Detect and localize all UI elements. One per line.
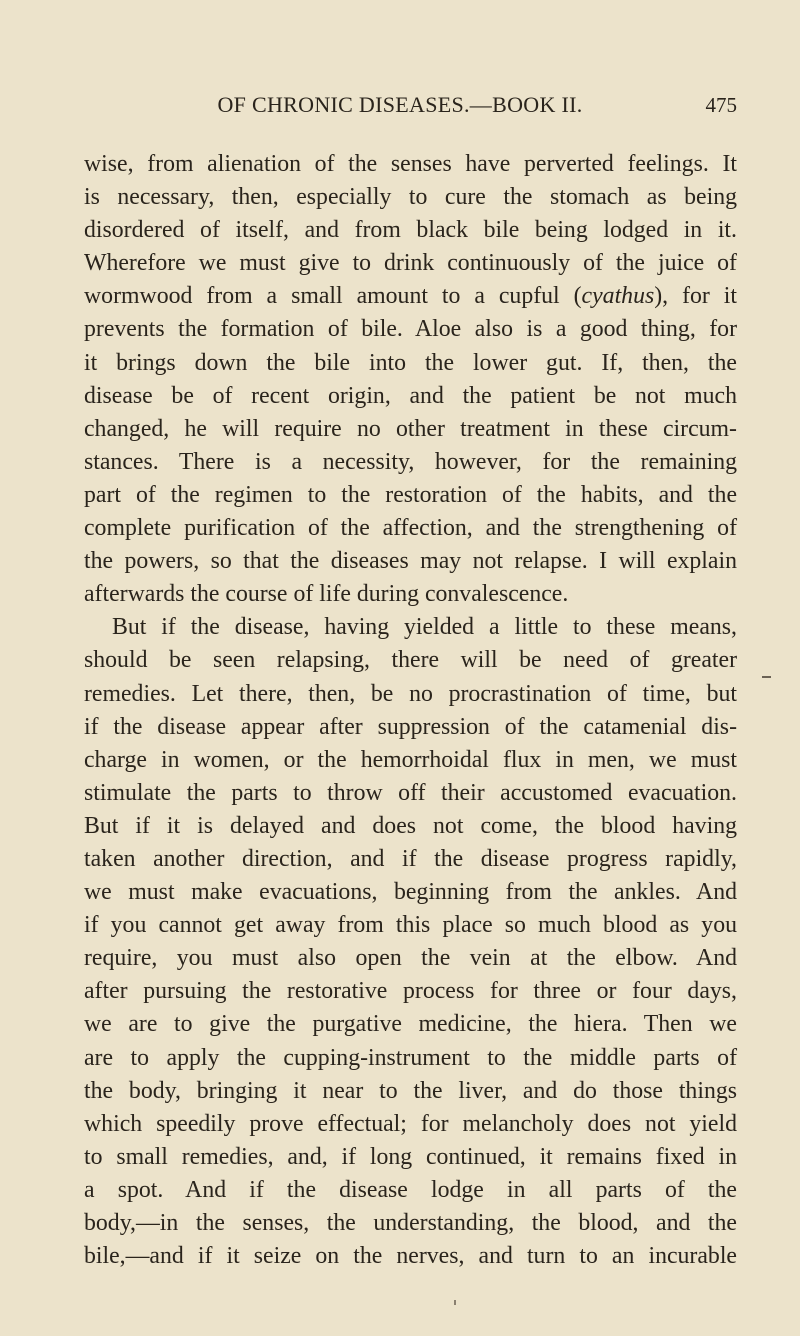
- text-line: are to apply the cupping-instrument to the middle parts of: [84, 1044, 737, 1071]
- text-line: body,—in the senses, the understanding, the blood, and the: [84, 1210, 737, 1236]
- text-line: to small remedies, and, if long continued, it remains fixed in: [84, 1143, 737, 1170]
- text-line: should be seen relapsing, there will be need of greater: [84, 647, 737, 674]
- text-line: a spot. And if the disease lodge in all parts of the: [84, 1176, 737, 1203]
- text-line: part of the regimen to the restoration of the habits, and the: [84, 481, 737, 508]
- text-line: it brings down the bile into the lower gut. If, then, the: [84, 349, 737, 376]
- page-number: 475: [705, 93, 737, 117]
- text-line: if the disease appear after suppression of the catamenial dis-: [84, 713, 737, 740]
- text-line: wise, from alienation of the senses have perverted feelings. It: [84, 151, 737, 177]
- text-line: But if it is delayed and does not come, the blood having: [84, 812, 737, 839]
- ink-speck: [454, 1300, 456, 1305]
- text-line: the powers, so that the diseases may not relapse. I will explain: [84, 548, 737, 575]
- text-line: the body, bringing it near to the liver, and do those things: [84, 1077, 737, 1104]
- body-text: [84, 148, 737, 1273]
- text-line: afterwards the course of life during convalescence.: [84, 581, 569, 608]
- margin-dash-mark: [762, 676, 771, 678]
- text-line: is necessary, then, especially to cure the stomach as being: [84, 184, 737, 211]
- text-line: prevents the formation of bile. Aloe also is a good thing, for: [84, 316, 737, 343]
- text-line: wormwood from a small amount to a cupful (cyathus), for it: [84, 283, 737, 310]
- text-line: we are to give the purgative medicine, the hiera. Then we: [84, 1011, 737, 1038]
- text-line: changed, he will require no other treatment in these circum-: [84, 415, 737, 442]
- text-line: stances. There is a necessity, however, for the remaining: [84, 448, 737, 475]
- text-line: require, you must also open the vein at the elbow. And: [84, 945, 737, 972]
- text-line: disease be of recent origin, and the patient be not much: [84, 382, 737, 409]
- text-line: remedies. Let there, then, be no procrastination of time, but: [84, 680, 737, 707]
- text-line: Wherefore we must give to drink continuously of the juice of: [84, 250, 737, 277]
- running-head: OF CHRONIC DISEASES.—BOOK II.: [217, 92, 583, 117]
- text-line: complete purification of the affection, and the strengthening of: [84, 515, 737, 542]
- text-line: we must make evacuations, beginning from the ankles. And: [84, 879, 737, 906]
- text-line: bile,—and if it seize on the nerves, and turn to an incurable: [84, 1243, 737, 1270]
- text-line: if you cannot get away from this place so much blood as you: [84, 912, 737, 939]
- text-line: disordered of itself, and from black bile being lodged in it.: [84, 217, 737, 244]
- text-line: But if the disease, having yielded a little to these means,: [112, 614, 737, 641]
- text-line: taken another direction, and if the disease progress rapidly,: [84, 845, 737, 872]
- text-line: stimulate the parts to throw off their accustomed evacuation.: [84, 779, 737, 806]
- text-line: charge in women, or the hemorrhoidal flux in men, we must: [84, 746, 737, 773]
- text-line: which speedily prove effectual; for melancholy does not yield: [84, 1110, 737, 1137]
- text-line: after pursuing the restorative process for three or four days,: [84, 978, 737, 1005]
